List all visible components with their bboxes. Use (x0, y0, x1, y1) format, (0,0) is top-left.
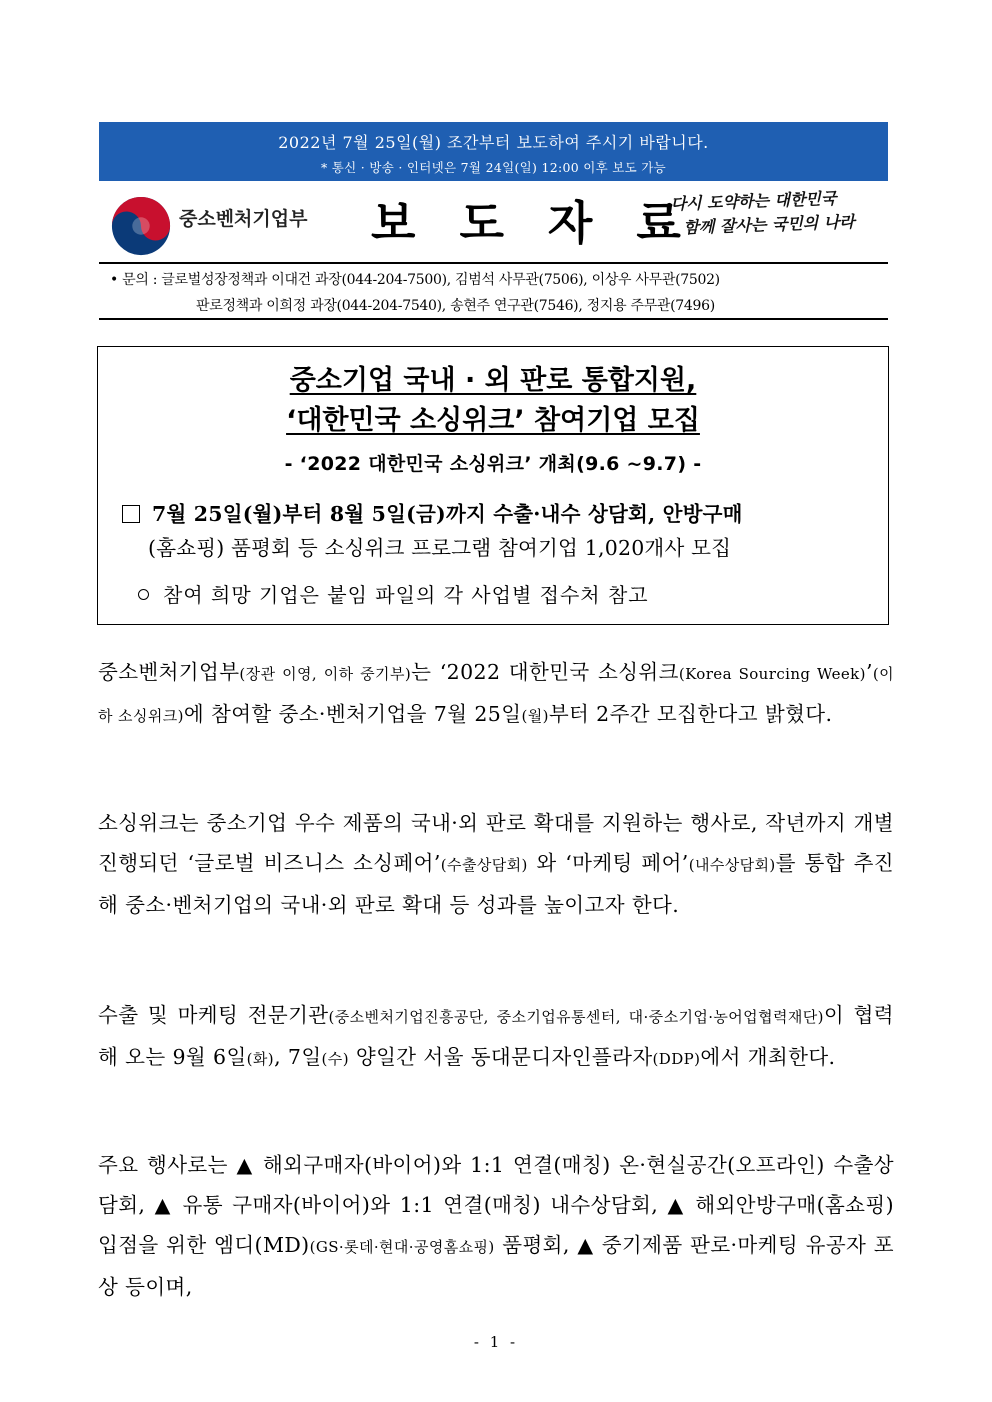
government-slogan (670, 186, 872, 241)
bullet-2-text: 참여 희망 기업은 붙임 파일의 각 사업별 접수처 참고 (163, 583, 649, 607)
contact-info (110, 267, 720, 319)
paragraph-4 (98, 1145, 894, 1307)
p3-text: 수출 및 마케팅 전문기관 (98, 1003, 329, 1027)
p1-text: 부터 2주간 모집한다고 밝혔다. (548, 702, 833, 726)
p1-text: 는 ‘2022 대한민국 소싱위크 (411, 660, 679, 684)
contact-row-2: 판로정책과 이희정 과장(044-204-7540), 송현주 연구관(7546), 정지용 주무관(7496) (196, 298, 715, 314)
ministry-logo-icon (110, 195, 172, 257)
p4-note: (GS·롯데·현대·공영홈쇼핑) (309, 1238, 495, 1256)
p3-text: 에서 개최한다. (700, 1045, 836, 1069)
embargo-line: 2022년 7월 25일(월) 조간부터 보도하여 주시기 바랍니다. (278, 133, 709, 152)
summary-bullet-1 (122, 497, 882, 565)
contact-divider (99, 318, 888, 320)
p3-text: 양일간 서울 동대문디자인플라자 (348, 1045, 653, 1069)
summary-bullet-2 (138, 579, 649, 608)
page-number: - 1 - (473, 1333, 519, 1351)
p3-text: 이 협력해 오는 9월 6일 (98, 1003, 894, 1069)
p1-text: 에 참여할 중소·벤처기업을 7월 25일 (183, 702, 522, 726)
paragraph-2 (98, 803, 894, 925)
p1-text: ’ (865, 660, 873, 684)
press-release-title: 보 도 자 료 (371, 196, 695, 250)
embargo-note: * 통신 · 방송 · 인터넷은 7월 24일(일) 12:00 이후 보도 가능 (320, 160, 667, 175)
p1-note: (장관 이영, 이하 중기부) (239, 665, 412, 683)
square-bullet-icon (122, 505, 140, 523)
p1-note: (월) (521, 707, 549, 725)
paragraph-3 (98, 995, 894, 1079)
press-header (99, 185, 888, 260)
slogan-line-2: 함께 잘사는 국민의 나라 (683, 212, 855, 238)
slogan-line-1: 다시 도약하는 대한민국 (670, 188, 837, 214)
p2-text: 소싱위크는 중소기업 우수 제품의 국내·외 판로 확대를 지원하는 행사로, 작년까지 개별진행되던 ‘글로벌 비즈니스 소싱페어’ (98, 811, 894, 875)
p4-text: 품평회, ▲ 중기제품 판로·마케팅 유공자 포상 등이며, (98, 1233, 894, 1299)
circle-bullet-icon (138, 589, 149, 600)
header-divider (99, 262, 888, 264)
ministry-name: 중소벤처기업부 (179, 208, 308, 230)
p1-text: 중소벤처기업부 (98, 660, 240, 684)
headline (98, 361, 888, 441)
p3-note: (중소벤처기업진흥공단, 중소기업유통센터, 대·중소기업·농어업협력재단) (328, 1008, 824, 1026)
p2-text: 를 통합 추진해 중소·벤처기업의 국내·외 판로 확대 등 성과를 높이고자 한다. (98, 851, 894, 917)
summary-box (97, 346, 889, 625)
paragraph-1 (98, 652, 894, 736)
p3-note: (DDP) (652, 1050, 701, 1068)
p1-note: (Korea Sourcing Week) (678, 665, 866, 683)
p3-note: (화) (246, 1050, 275, 1068)
p2-note: (수출상담회) (440, 856, 528, 874)
bullet-1-line-2: (홈쇼핑) 품평회 등 소싱위크 프로그램 참여기업 1,020개사 모집 (148, 536, 732, 560)
subtitle: - ‘2022 대한민국 소싱위크’ 개최(9.6 ~9.7) - (284, 453, 702, 475)
p2-note: (내수상담회) (688, 856, 776, 874)
p3-note: (수) (321, 1050, 349, 1068)
headline-line-1: 중소기업 국내 · 외 판로 통합지원, (289, 365, 697, 396)
embargo-banner (99, 122, 888, 181)
bullet-1-line-1: 7월 25일(월)부터 8월 5일(금)까지 수출·내수 상담회, 안방구매 (152, 502, 743, 526)
contact-row-1: • 문의 : 글로벌성장정책과 이대건 과장(044-204-7500), 김범석 사무관(7506), 이상우 사무관(7502) (110, 272, 720, 288)
p4-text: 주요 행사로는 ▲ 해외구매자(바이어)와 1:1 연결(매칭) 온·현실공간(오프라인) 수출상담회, ▲ 유통 구매자(바이어)와 1:1 연결(매칭) 내수상담회, ▲ 해외안방구매(홈쇼핑) 입점을 위한 엠디(MD) (98, 1153, 894, 1257)
p2-text: 와 ‘마케팅 페어’ (527, 851, 689, 875)
headline-line-2: ‘대한민국 소싱위크’ 참여기업 모집 (286, 405, 700, 436)
p1-note: (이하 소싱위크) (98, 665, 895, 725)
p3-text: , 7일 (274, 1045, 322, 1069)
